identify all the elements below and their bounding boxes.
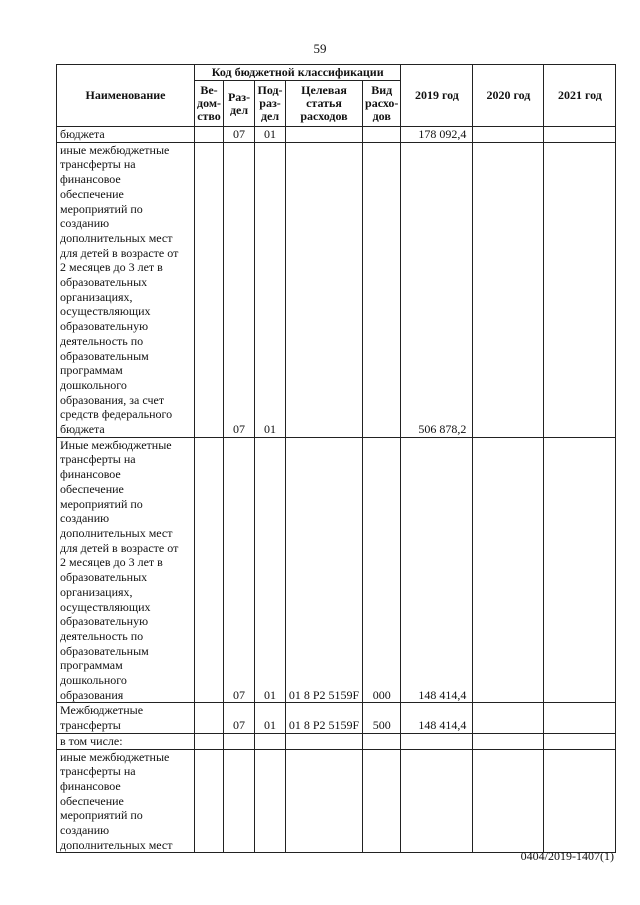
cell-target-article: 01 8 P2 5159F [286,437,363,703]
cell-razdel: 07 [224,142,255,437]
header-budget-classification: Код бюджетной классификации [195,65,401,81]
cell-razdel [224,749,255,853]
cell-target-article [286,142,363,437]
cell-2021 [544,733,616,749]
cell-vedomstvo [195,127,224,143]
cell-expense-type: 000 [363,437,401,703]
cell-2021 [544,703,616,733]
cell-podrazdel [255,733,286,749]
cell-2021 [544,749,616,853]
cell-vedomstvo [195,142,224,437]
cell-2021 [544,142,616,437]
cell-2020 [473,703,544,733]
cell-expense-type: 500 [363,703,401,733]
cell-target-article: 01 8 P2 5159F [286,703,363,733]
header-target-article: Целевая статья расходов [286,81,363,127]
cell-podrazdel: 01 [255,437,286,703]
cell-podrazdel [255,749,286,853]
cell-target-article [286,749,363,853]
cell-name: бюджета [57,127,195,143]
cell-2021 [544,127,616,143]
cell-2020 [473,127,544,143]
cell-target-article [286,733,363,749]
table-row [57,749,616,853]
cell-target-article [286,127,363,143]
cell-name: Иные межбюджетные трансферты на финансовое обеспечение мероприятий по созданию дополнительных мест для детей в возрасте от 2 месяцев до 3 лет в образовательных организациях, осуществляющих образовательную деятельность по образовательным программам дошкольного образования [57,437,195,703]
cell-2019: 148 414,4 [401,437,473,703]
page-number: 59 [313,41,327,56]
cell-vedomstvo [195,749,224,853]
cell-name: иные межбюджетные трансферты на финансовое обеспечение мероприятий по созданию дополнительных мест [57,749,195,853]
cell-name: иные межбюджетные трансферты на финансовое обеспечение мероприятий по созданию дополнительных мест для детей в возрасте от 2 месяцев до 3 лет в образовательных организациях, осуществляющих образовательную деятельность по образовательным программам дошкольного образования, за счет средств федерального бюджета [57,142,195,437]
cell-vedomstvo [195,733,224,749]
cell-razdel: 07 [224,437,255,703]
cell-2019: 506 878,2 [401,142,473,437]
cell-podrazdel: 01 [255,703,286,733]
cell-vedomstvo [195,437,224,703]
cell-podrazdel: 01 [255,127,286,143]
budget-table [56,64,616,853]
cell-name: в том числе: [57,733,195,749]
cell-vedomstvo [195,703,224,733]
cell-podrazdel: 01 [255,142,286,437]
cell-2019 [401,733,473,749]
document-id: 0404/2019-1407(1) [520,849,614,863]
cell-2021 [544,437,616,703]
cell-2019: 178 092,4 [401,127,473,143]
header-podrazdel: Под- раз- дел [255,81,286,127]
cell-expense-type [363,127,401,143]
cell-razdel [224,733,255,749]
header-2019: 2019 год [401,65,473,127]
cell-razdel: 07 [224,703,255,733]
cell-2020 [473,437,544,703]
header-2020: 2020 год [473,65,544,127]
cell-expense-type [363,749,401,853]
cell-2020 [473,142,544,437]
table-row [57,703,616,733]
header-expense-type: Вид расхо- дов [363,81,401,127]
cell-name: Межбюджетные трансферты [57,703,195,733]
cell-2019 [401,749,473,853]
header-2021: 2021 год [544,65,616,127]
header-razdel: Раз- дел [224,81,255,127]
header-name: Наименование [57,65,195,127]
cell-2020 [473,733,544,749]
header-vedomstvo: Ве- дом- ство [195,81,224,127]
cell-expense-type [363,142,401,437]
table-row [57,127,616,143]
table-row [57,142,616,437]
cell-razdel: 07 [224,127,255,143]
table-row [57,437,616,703]
cell-2020 [473,749,544,853]
cell-expense-type [363,733,401,749]
cell-2019: 148 414,4 [401,703,473,733]
table-row [57,733,616,749]
